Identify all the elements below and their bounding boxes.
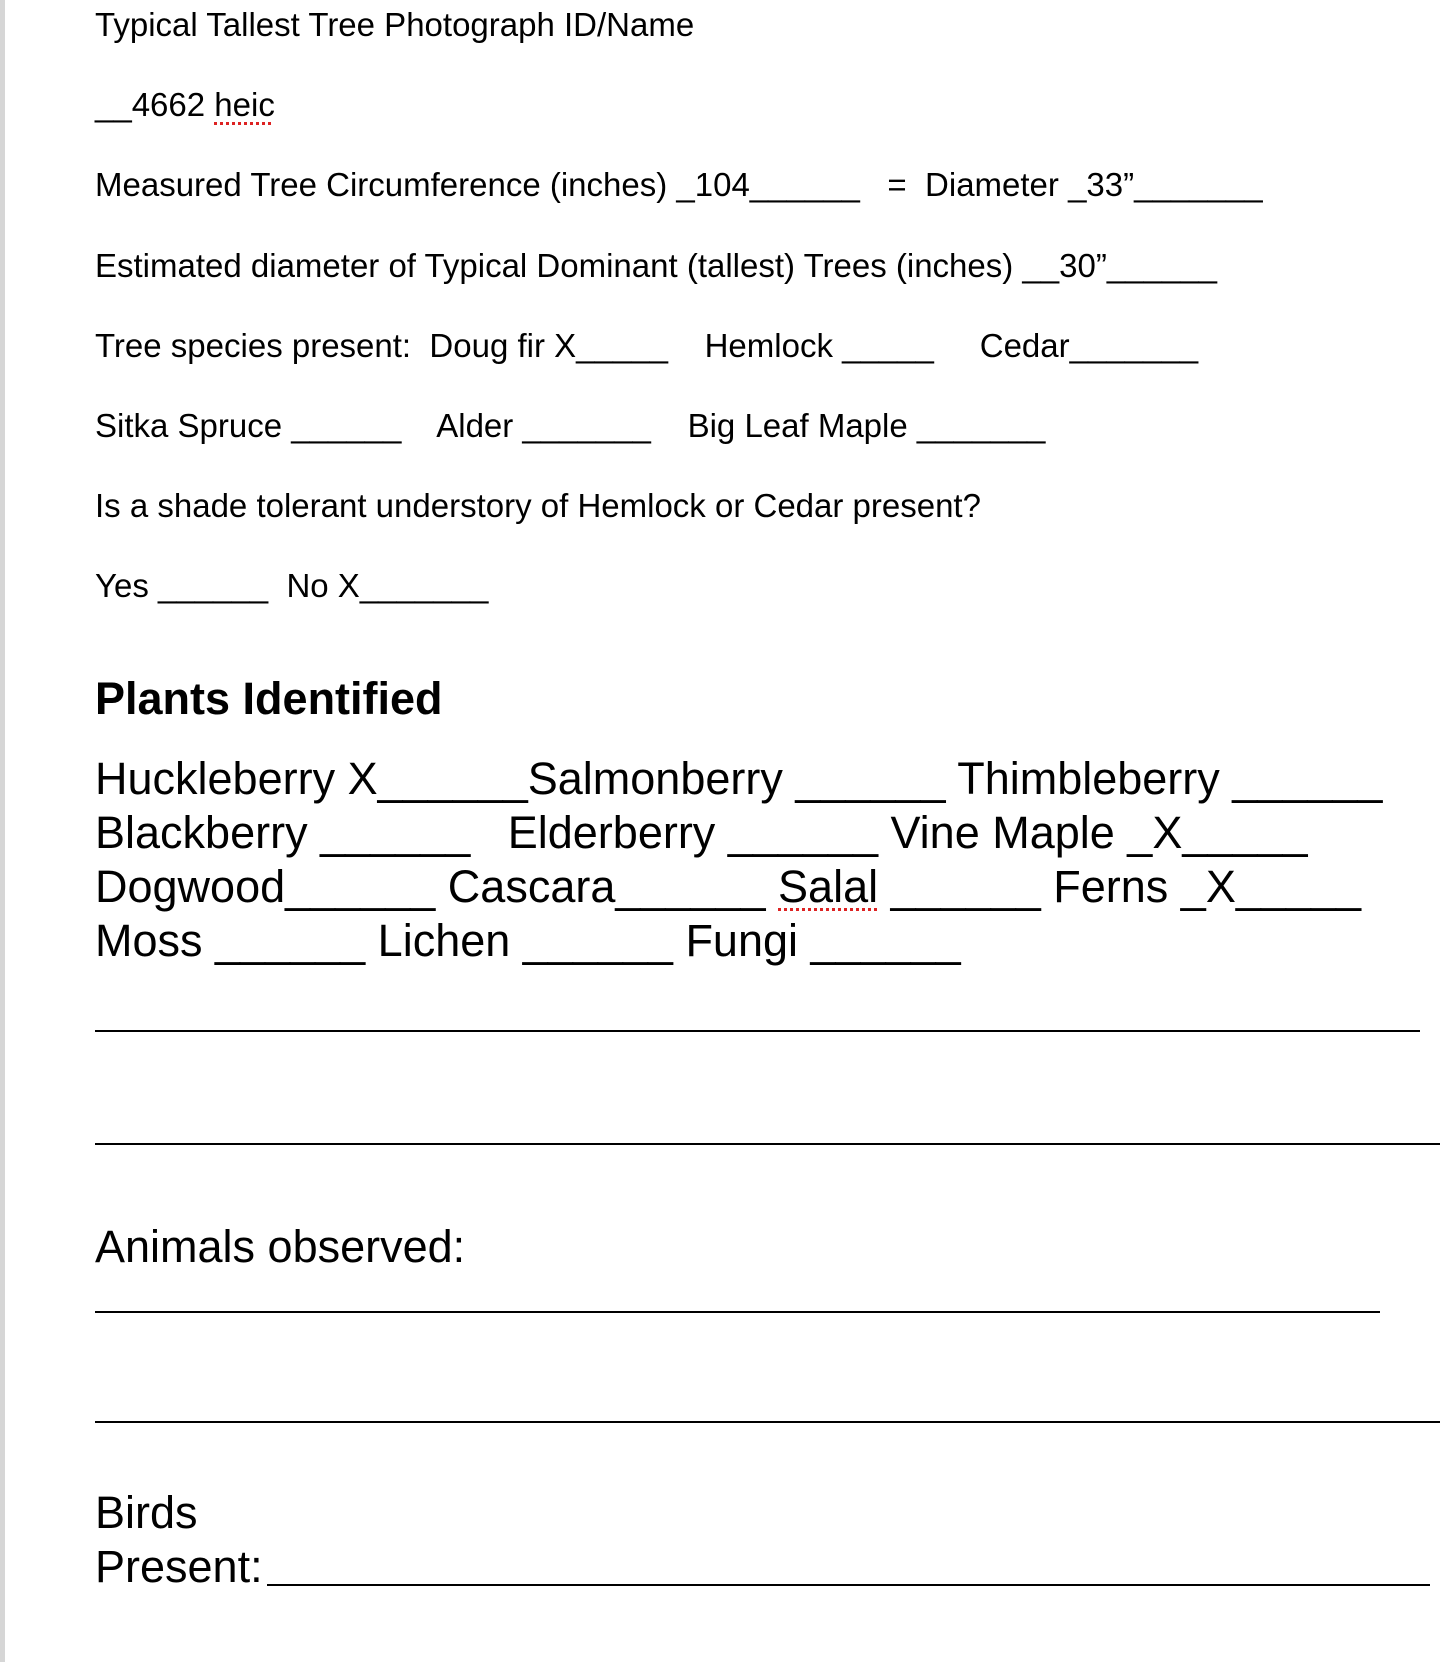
understory-question: Is a shade tolerant understory of Hemlock or Cedar present?: [95, 487, 981, 524]
page-left-edge: [0, 0, 5, 1662]
plants-row-3-end: ______ Ferns _X_____: [878, 861, 1361, 912]
plants-heading: Plants Identified: [95, 673, 443, 724]
plants-row-2: Blackberry ______ Elderberry ______ Vine Maple _X_____: [95, 807, 1308, 858]
photo-id-prefix: __4662: [95, 86, 215, 123]
circumference-line: Measured Tree Circumference (inches) _104______ = Diameter _33”_______: [95, 166, 1263, 203]
animals-label: Animals observed:: [95, 1221, 466, 1272]
birds-label-line-2: Present:: [95, 1541, 263, 1592]
photo-id-word: heic: [214, 86, 275, 123]
estimated-diameter-line: Estimated diameter of Typical Dominant (tallest) Trees (inches) __30”______: [95, 247, 1217, 284]
animals-line-1: [95, 1311, 1380, 1313]
plants-row-4: Moss ______ Lichen ______ Fungi ______: [95, 915, 961, 966]
plants-row-3-salal: Salal: [778, 861, 879, 912]
species-present-line-2: Sitka Spruce ______ Alder _______ Big Leaf Maple _______: [95, 407, 1046, 444]
plants-row-1: Huckleberry X______Salmonberry ______ Thimbleberry ______: [95, 753, 1383, 804]
species-present-line: Tree species present: Doug fir X_____ Hemlock _____ Cedar_______: [95, 327, 1199, 364]
plants-row-3-start: Dogwood______ Cascara______: [95, 861, 779, 912]
birds-label-line-1: Birds: [95, 1487, 198, 1538]
understory-answer: Yes ______ No X_______: [95, 567, 489, 604]
animals-line-2: [95, 1421, 1440, 1423]
plants-row-3: [95, 861, 1361, 912]
photo-id-label: Typical Tallest Tree Photograph ID/Name: [95, 6, 695, 43]
photo-id-value: [95, 88, 275, 121]
plants-notes-line-1: [95, 1030, 1420, 1032]
birds-line: [267, 1584, 1430, 1586]
plants-notes-line-2: [95, 1143, 1440, 1145]
